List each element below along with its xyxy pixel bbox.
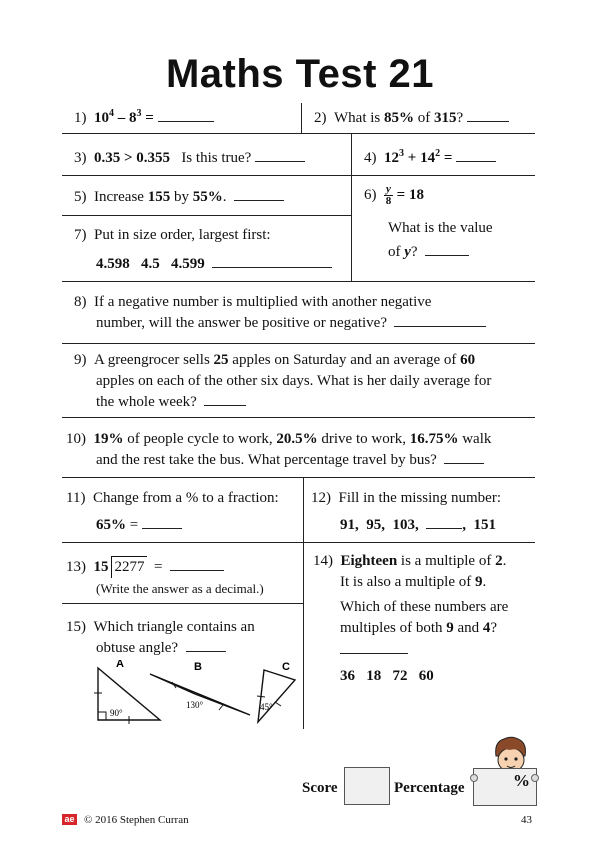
right-angle-mark xyxy=(98,712,106,720)
question-9-text: apples on each of the other six days. What is her daily average for xyxy=(96,373,492,389)
triangle-label-b: B xyxy=(194,661,202,673)
question-15-text: obtuse angle? xyxy=(96,638,226,659)
question-7-values: 4.598 4.5 4.599 xyxy=(96,254,332,275)
page-title: Maths Test 21 xyxy=(165,52,435,96)
question-10-text: and the rest take the bus. What percentage travel by bus? xyxy=(96,450,484,471)
ae-logo: ae xyxy=(62,814,77,825)
answer-blank[interactable] xyxy=(467,108,509,122)
answer-blank[interactable] xyxy=(186,638,226,652)
angle-label: 90° xyxy=(110,708,123,718)
divider xyxy=(62,343,535,344)
question-14-text: Which of these numbers are xyxy=(340,599,509,615)
sign-ring-icon xyxy=(470,774,478,782)
question-15: 15) Which triangle contains an xyxy=(66,619,255,635)
copyright: © 2016 Stephen Curran xyxy=(84,814,189,826)
question-2: 2) What is 85% of 315? xyxy=(314,108,509,129)
question-3: 3) 0.35 > 0.355 Is this true? xyxy=(74,148,305,169)
long-division-bracket: 2277 xyxy=(111,556,147,578)
question-8: 8) If a negative number is multiplied with another negative xyxy=(74,294,432,310)
answer-blank[interactable] xyxy=(394,313,486,327)
question-10: 10) 19% of people cycle to work, 20.5% drive to work, 16.75% walk xyxy=(66,431,492,447)
divider xyxy=(62,542,535,543)
answer-blank[interactable] xyxy=(212,254,332,268)
triangle-label-c: C xyxy=(282,661,290,673)
answer-blank[interactable] xyxy=(204,392,246,406)
answer-blank[interactable] xyxy=(255,148,305,162)
question-7: 7) Put in size order, largest first: xyxy=(74,227,271,243)
divider xyxy=(62,603,303,604)
question-14: 14) Eighteen is a multiple of 2. xyxy=(313,553,507,569)
question-8-text: number, will the answer be positive or negative? xyxy=(96,313,486,334)
divider xyxy=(301,103,302,133)
question-11-answer: 65% = xyxy=(96,515,182,536)
answer-blank[interactable] xyxy=(234,187,284,201)
question-12: 12) Fill in the missing number: xyxy=(311,490,502,506)
divider xyxy=(351,133,352,281)
percentage-label: Percentage xyxy=(394,780,465,796)
answer-blank[interactable] xyxy=(340,640,408,654)
question-4: 4) $12^3 + 14^2$ = xyxy=(364,148,496,169)
question-6-text: of y? xyxy=(388,242,469,263)
triangle-label-a: A xyxy=(116,660,124,670)
question-12-sequence: 91, 95, 103, , 151 xyxy=(340,517,496,533)
page-number: 43 xyxy=(521,814,532,826)
answer-blank[interactable] xyxy=(425,242,469,256)
percent-sign: % xyxy=(513,771,530,790)
answer-blank[interactable] xyxy=(444,450,484,464)
question-14-text: multiples of both 9 and 4? xyxy=(340,620,498,636)
score-label: Score xyxy=(302,780,338,796)
triangles-figure xyxy=(88,660,303,728)
question-5: 5) Increase 155 by 55%. xyxy=(74,187,284,208)
answer-blank[interactable] xyxy=(456,148,496,162)
divider xyxy=(62,417,535,418)
question-13-note: (Write the answer as a decimal.) xyxy=(96,581,264,596)
question-14-options: 36 18 72 60 xyxy=(340,668,434,684)
angle-label: 130° xyxy=(186,700,204,710)
question-14-text: It is also a multiple of 9. xyxy=(340,574,487,590)
divider xyxy=(62,477,535,478)
question-9: 9) A greengrocer sells 25 apples on Saturday and an average of 60 xyxy=(74,352,476,368)
answer-blank[interactable] xyxy=(142,515,182,529)
answer-blank[interactable] xyxy=(158,108,214,122)
question-6: 6) $\frac{y}{8}$ = 18 xyxy=(364,183,424,207)
triangle-a xyxy=(98,668,160,720)
angle-label: 45° xyxy=(260,702,273,712)
score-box[interactable] xyxy=(344,767,390,805)
question-9-text: the whole week? xyxy=(96,392,246,413)
divider xyxy=(303,477,304,729)
answer-blank[interactable] xyxy=(426,515,462,529)
question-14-blank xyxy=(340,640,408,661)
fraction: $\frac{y}{8}$ xyxy=(385,183,392,207)
divider xyxy=(62,281,535,282)
divider xyxy=(62,175,535,176)
divider xyxy=(62,215,351,216)
divider xyxy=(62,133,535,134)
question-1: 1) $10^4 - 8^3$ = xyxy=(74,108,214,129)
answer-blank[interactable] xyxy=(170,557,224,571)
triangle-c xyxy=(258,670,295,722)
question-6-text: What is the value xyxy=(388,220,493,236)
question-11: 11) Change from a % to a fraction: xyxy=(66,490,279,506)
question-13: 13) 15 2277 = xyxy=(66,556,224,578)
sign-ring-icon xyxy=(531,774,539,782)
